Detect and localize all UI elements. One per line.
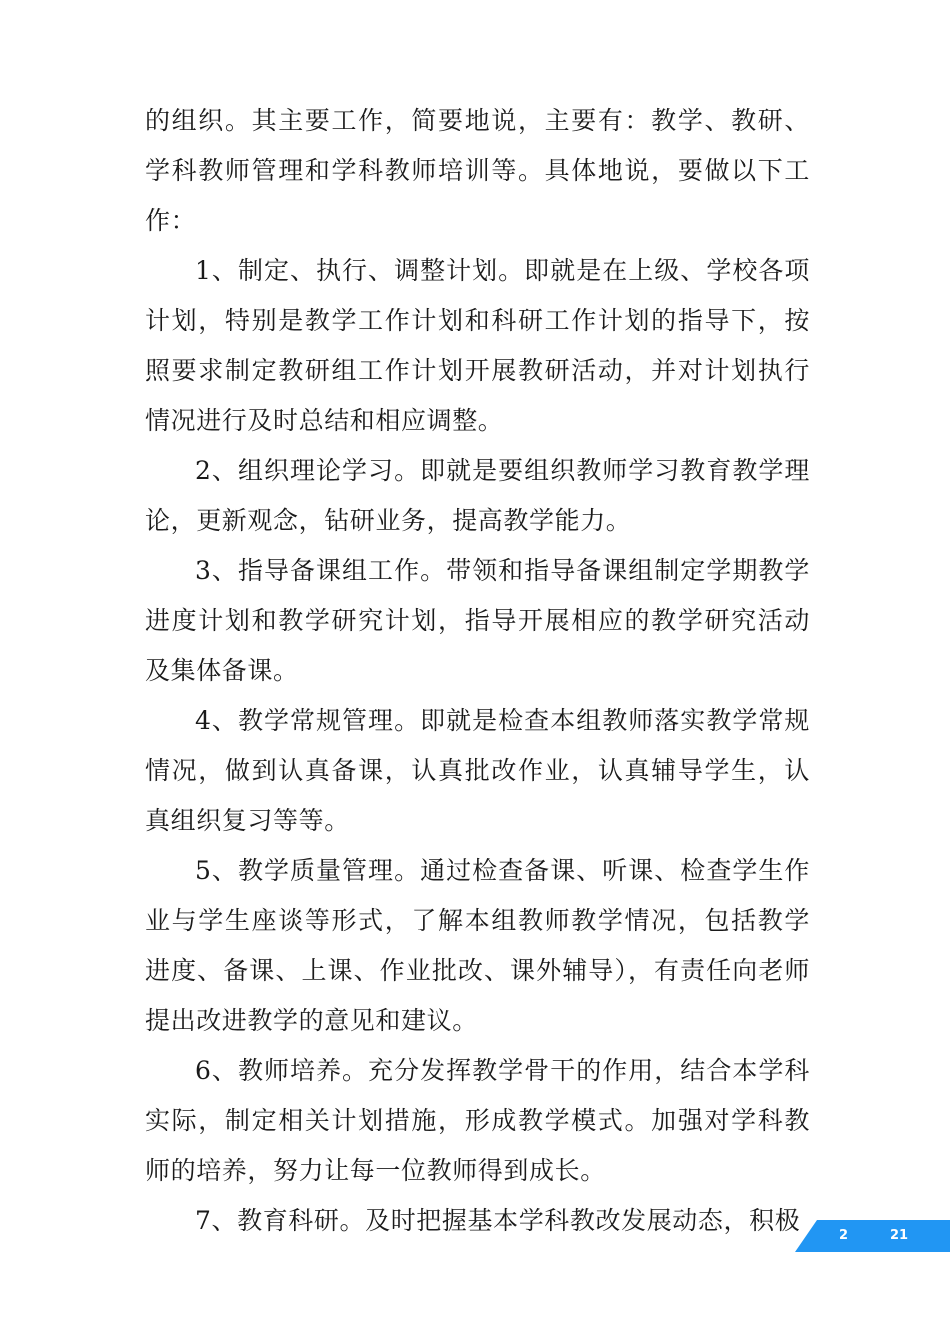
document-body [145, 96, 810, 1246]
page-footer [795, 1220, 950, 1252]
page-number: 2 [839, 1228, 849, 1243]
footer-band [795, 1220, 950, 1252]
paragraph: 1、制定、执行、调整计划。即就是在上级、学校各项计划，特别是教学工作计划和科研工作计划的指导下，按照要求制定教研组工作计划开展教研活动，并对计划执行情况进行及时总结和相应调整。 [145, 256, 810, 435]
total-pages: 21 [890, 1228, 909, 1243]
paragraph: 4、教学常规管理。即就是检查本组教师落实教学常规情况，做到认真备课，认真批改作业，认真辅导学生，认真组织复习等等。 [145, 706, 810, 835]
paragraph: 的组织。其主要工作，简要地说，主要有：教学、教研、学科教师管理和学科教师培训等。具体地说，要做以下工作： [145, 106, 810, 235]
paragraph: 5、教学质量管理。通过检查备课、听课、检查学生作业与学生座谈等形式，了解本组教师教学情况，包括教学进度、备课、上课、作业批改、课外辅导），有责任向老师提出改进教学的意见和建议。 [145, 856, 810, 1035]
paragraph: 2、组织理论学习。即就是要组织教师学习教育教学理论，更新观念，钻研业务，提高教学能力。 [145, 456, 810, 535]
paragraph: 6、教师培养。充分发挥教学骨干的作用，结合本学科实际，制定相关计划措施，形成教学模式。加强对学科教师的培养，努力让每一位教师得到成长。 [145, 1056, 810, 1185]
paragraph: 7、教育科研。及时把握基本学科教改发展动态，积极 [195, 1206, 801, 1235]
paragraph: 3、指导备课组工作。带领和指导备课组制定学期教学进度计划和教学研究计划，指导开展相应的教学研究活动及集体备课。 [145, 556, 810, 685]
